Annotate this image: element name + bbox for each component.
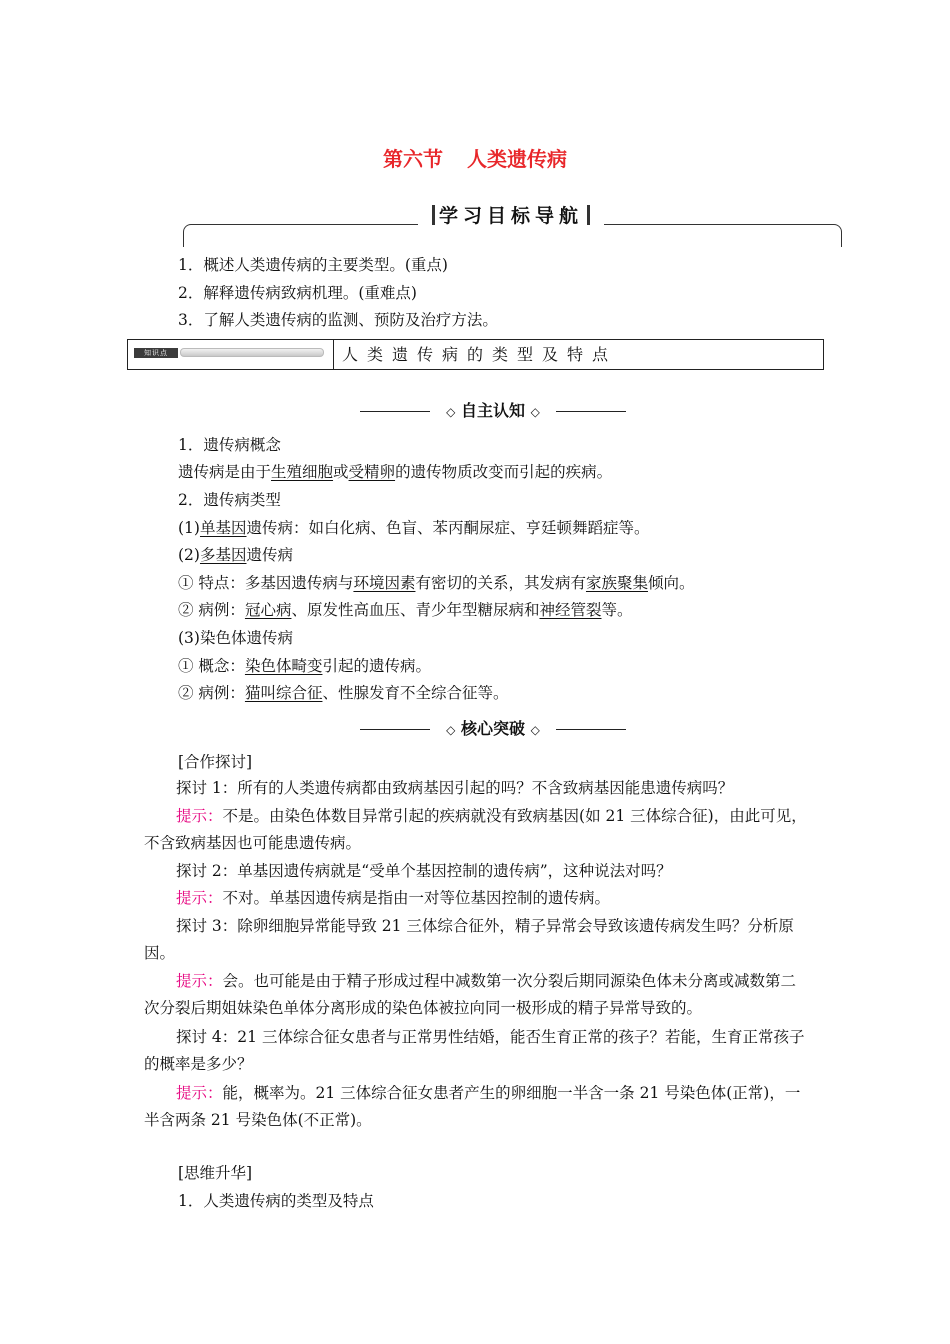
section-divider-self: ◇ 自主认知 ◇	[360, 400, 626, 422]
hint-label: 提示：	[176, 807, 223, 825]
guide-label	[418, 203, 604, 229]
page-title	[0, 143, 950, 172]
types-heading: 2．遗传病类型	[178, 491, 281, 509]
answer-4: 提示：能，概率为。21 三体综合征女患者产生的卵细胞一半含一条 21 号染色体(正常)，一半含两条 21 号染色体(不正常)。	[144, 1084, 801, 1129]
blank-answer: 受精卵	[348, 463, 396, 481]
coop-label: [合作探讨]	[178, 753, 253, 771]
type-multi-gene: (2)多基因遗传病	[178, 546, 293, 564]
concept-text: 遗传病是由于生殖细胞或受精卵的遗传物质改变而引起的疾病。	[178, 463, 613, 481]
concept-heading: 1．遗传病概念	[178, 436, 281, 454]
question-2: 探讨 2：单基因遗传病就是“受单个基因控制的遗传病”，这种说法对吗？	[176, 862, 672, 880]
hint-label: 提示：	[176, 1084, 223, 1102]
chromosome-examples: ② 病例：猫叫综合征、性腺发育不全综合征等。	[178, 684, 509, 702]
knowledge-box	[127, 339, 824, 370]
section-heading-core: 核心突破	[460, 719, 525, 738]
answer-2: 提示：不对。单基因遗传病是指由一对等位基因控制的遗传病。	[176, 889, 611, 907]
knowledge-title: 人类遗传病的类型及特点	[342, 345, 618, 364]
blank-answer: 生殖细胞	[271, 463, 334, 481]
summary-heading-1: 1．人类遗传病的类型及特点	[178, 1192, 374, 1210]
section-divider-core: ◇ 核心突破 ◇	[360, 718, 626, 740]
objective-2: 2．解释遗传病致病机理。(重难点)	[178, 284, 417, 302]
knowledge-tag: 知识点	[134, 348, 178, 358]
section-number: 第六节	[383, 147, 443, 171]
blank-answer: 环境因素	[353, 574, 416, 592]
hint-label: 提示：	[176, 972, 223, 990]
type-single-gene: (1)单基因遗传病：如白化病、色盲、苯丙酮尿症、亨廷顿舞蹈症等。	[178, 519, 650, 537]
multi-gene-feature: ① 特点：多基因遗传病与环境因素有密切的关系，其发病有家族聚集倾向。	[178, 574, 695, 592]
question-3: 探讨 3：除卵细胞异常能导致 21 三体综合征外，精子异常会导致该遗传病发生吗？分析原因。	[144, 917, 794, 962]
answer-3: 提示：会。也可能是由于精子形成过程中减数第一次分裂后期同源染色体未分离或减数第二次分裂后期姐妹染色单体分离形成的染色体被拉向同一极形成的精子异常导致的。	[144, 972, 797, 1017]
blank-answer: 多基因	[199, 546, 247, 564]
blank-answer: 家族聚集	[585, 574, 648, 592]
multi-gene-examples: ② 病例：冠心病、原发性高血压、青少年型糖尿病和神经管裂等。	[178, 601, 633, 619]
guide-label-text: 学习目标导航	[439, 205, 584, 227]
question-4: 探讨 4：21 三体综合征女患者与正常男性结婚，能否生育正常的孩子？若能，生育正常孩子的概率是多少？	[144, 1028, 805, 1073]
blank-answer: 冠心病	[244, 601, 292, 619]
section-name: 人类遗传病	[467, 147, 567, 171]
hint-label: 提示：	[176, 889, 223, 907]
knowledge-bar-decoration	[180, 348, 324, 357]
blank-answer: 染色体畸变	[244, 657, 323, 675]
objective-3: 3．了解人类遗传病的监测、预防及治疗方法。	[178, 311, 498, 329]
think-label: [思维升华]	[178, 1164, 253, 1182]
chromosome-concept: ① 概念：染色体畸变引起的遗传病。	[178, 657, 431, 675]
question-1: 探讨 1：所有的人类遗传病都由致病基因引起的吗？不含致病基因能患遗传病吗？	[176, 779, 734, 797]
answer-1: 提示：不是。由染色体数目异常引起的疾病就没有致病基因(如 21 三体综合征)，由此可见，不含致病基因也可能患遗传病。	[144, 807, 807, 852]
blank-answer: 神经管裂	[539, 601, 602, 619]
type-chromosome: (3)染色体遗传病	[178, 629, 293, 647]
section-heading-self: 自主认知	[460, 401, 525, 420]
objective-1: 1．概述人类遗传病的主要类型。(重点)	[178, 256, 448, 274]
knowledge-box-badge	[128, 340, 334, 369]
blank-answer: 单基因	[199, 519, 247, 537]
blank-answer: 猫叫综合征	[244, 684, 323, 702]
